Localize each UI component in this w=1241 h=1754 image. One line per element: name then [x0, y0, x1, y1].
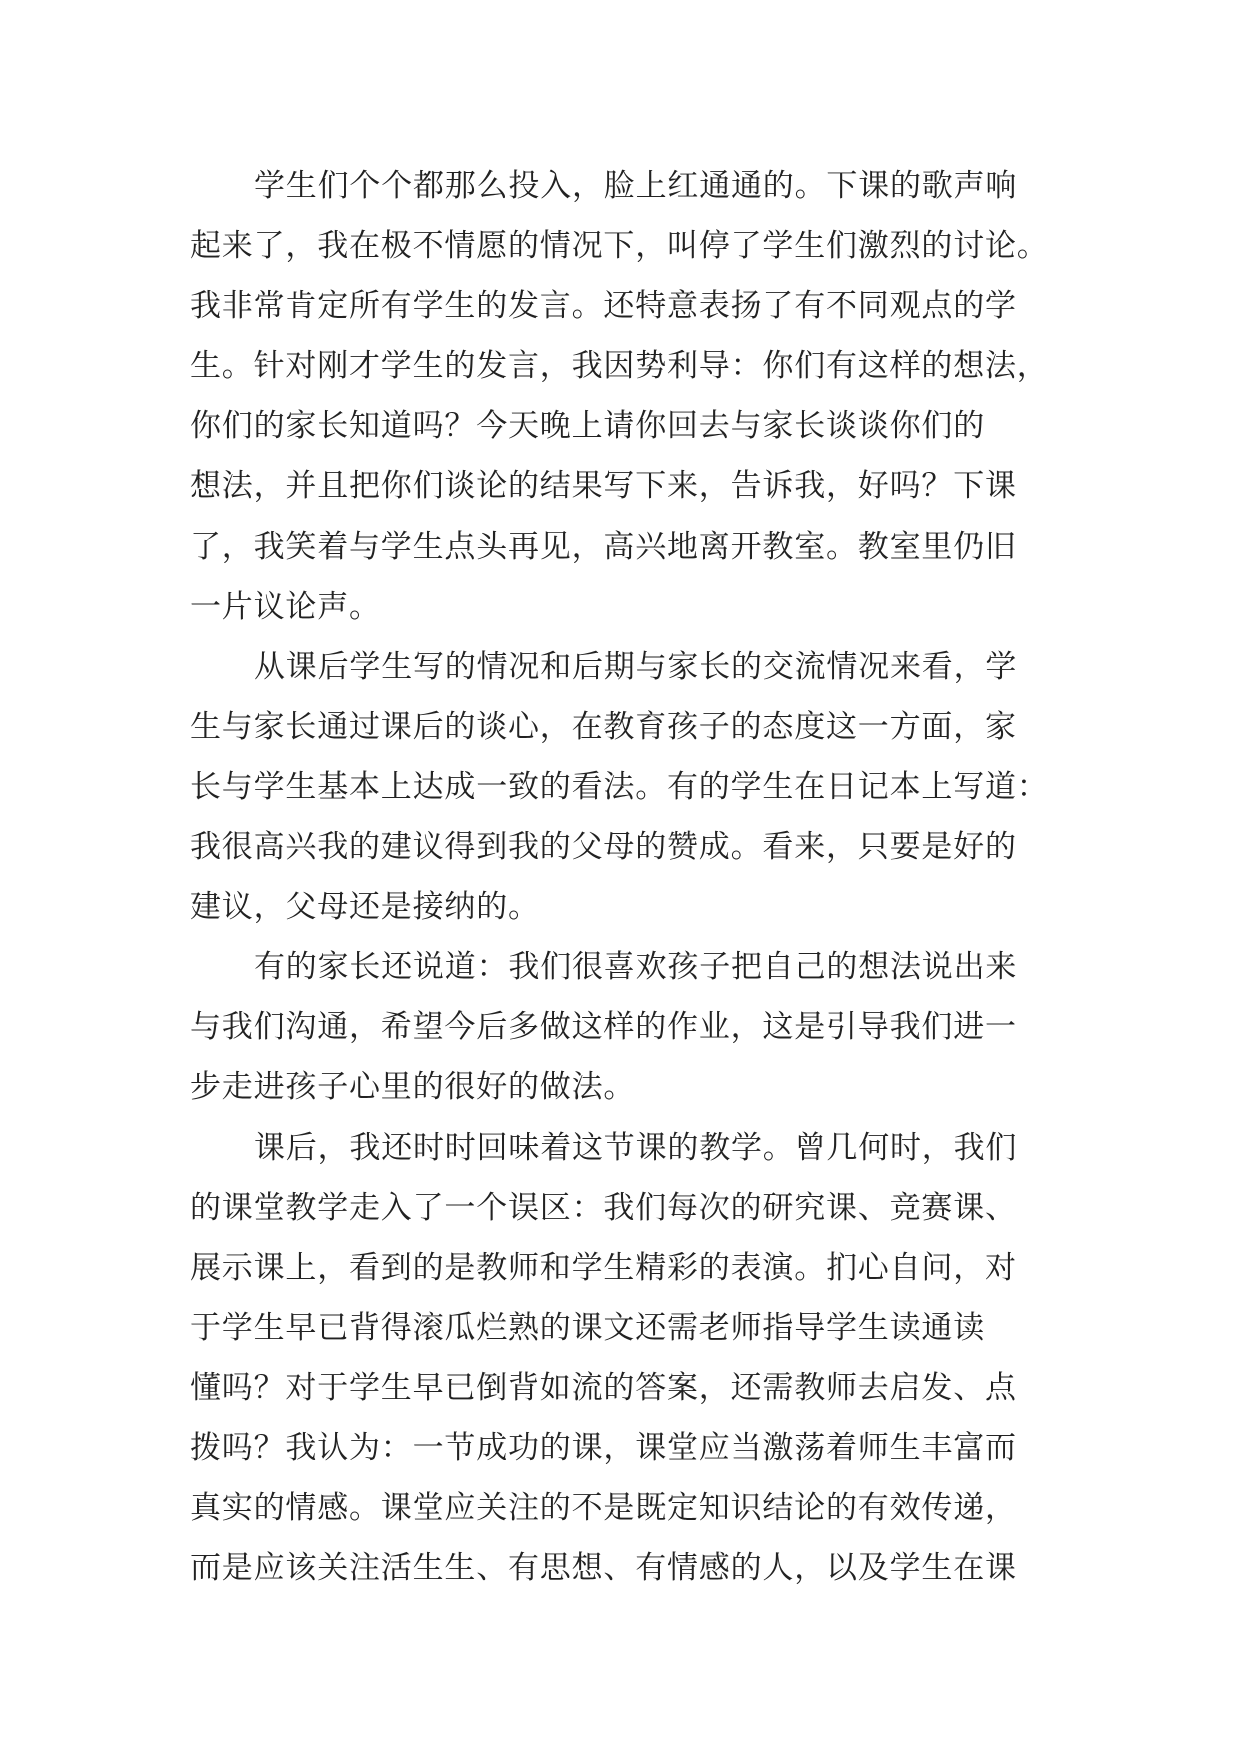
text-line: 与我们沟通，希望今后多做这样的作业，这是引导我们进一	[190, 1009, 1017, 1046]
paragraph-first-line: 学生们个个都那么投入，脸上红通通的。下课的歌声响	[254, 168, 1018, 204]
text-line: 你们的家长知道吗？今天晚上请你回去与家长谈谈你们的	[190, 408, 985, 445]
text-line: 真实的情感。课堂应关注的不是既定知识结论的有效传递，	[190, 1490, 1017, 1527]
text-line: 于学生早已背得滚瓜烂熟的课文还需老师指导学生读通读	[190, 1309, 985, 1346]
text-line: 展示课上，看到的是教师和学生精彩的表演。扪心自问，对	[190, 1249, 1017, 1286]
paragraph-first-line: 从课后学生写的情况和后期与家长的交流情况来看，学	[254, 648, 1018, 685]
body-text	[190, 156, 1070, 1598]
text-line: 建议，父母还是接纳的。	[190, 889, 540, 926]
text-line: 起来了，我在极不情愿的情况下，叫停了学生们激烈的讨论。	[190, 228, 1049, 265]
text-line: 而是应该关注活生生、有思想、有情感的人，以及学生在课	[190, 1550, 1017, 1587]
paragraph-first-line: 课后，我还时时回味着这节课的教学。曾几何时，我们	[254, 1129, 1018, 1166]
text-line: 懂吗？对于学生早已倒背如流的答案，还需教师去启发、点	[190, 1369, 1017, 1406]
text-line: 了，我笑着与学生点头再见，高兴地离开教室。教室里仍旧	[190, 528, 1017, 565]
text-line: 一片议论声。	[190, 588, 381, 625]
text-line: 想法，并且把你们谈论的结果写下来，告诉我，好吗？下课	[190, 468, 1017, 505]
text-line: 我非常肯定所有学生的发言。还特意表扬了有不同观点的学	[190, 288, 1017, 325]
text-line: 的课堂教学走入了一个误区：我们每次的研究课、竞赛课、	[190, 1189, 1017, 1226]
text-line: 生。针对刚才学生的发言，我因势利导：你们有这样的想法，	[190, 348, 1049, 385]
text-line: 拨吗？我认为：一节成功的课，课堂应当激荡着师生丰富而	[190, 1429, 1017, 1466]
text-line: 我很高兴我的建议得到我的父母的赞成。看来，只要是好的	[190, 829, 1017, 866]
text-line: 生与家长通过课后的谈心，在教育孩子的态度这一方面，家	[190, 708, 1017, 745]
text-line: 长与学生基本上达成一致的看法。有的学生在日记本上写道：	[190, 768, 1049, 805]
text-line: 步走进孩子心里的很好的做法。	[190, 1069, 636, 1106]
paragraph-first-line: 有的家长还说道：我们很喜欢孩子把自己的想法说出来	[254, 949, 1018, 986]
